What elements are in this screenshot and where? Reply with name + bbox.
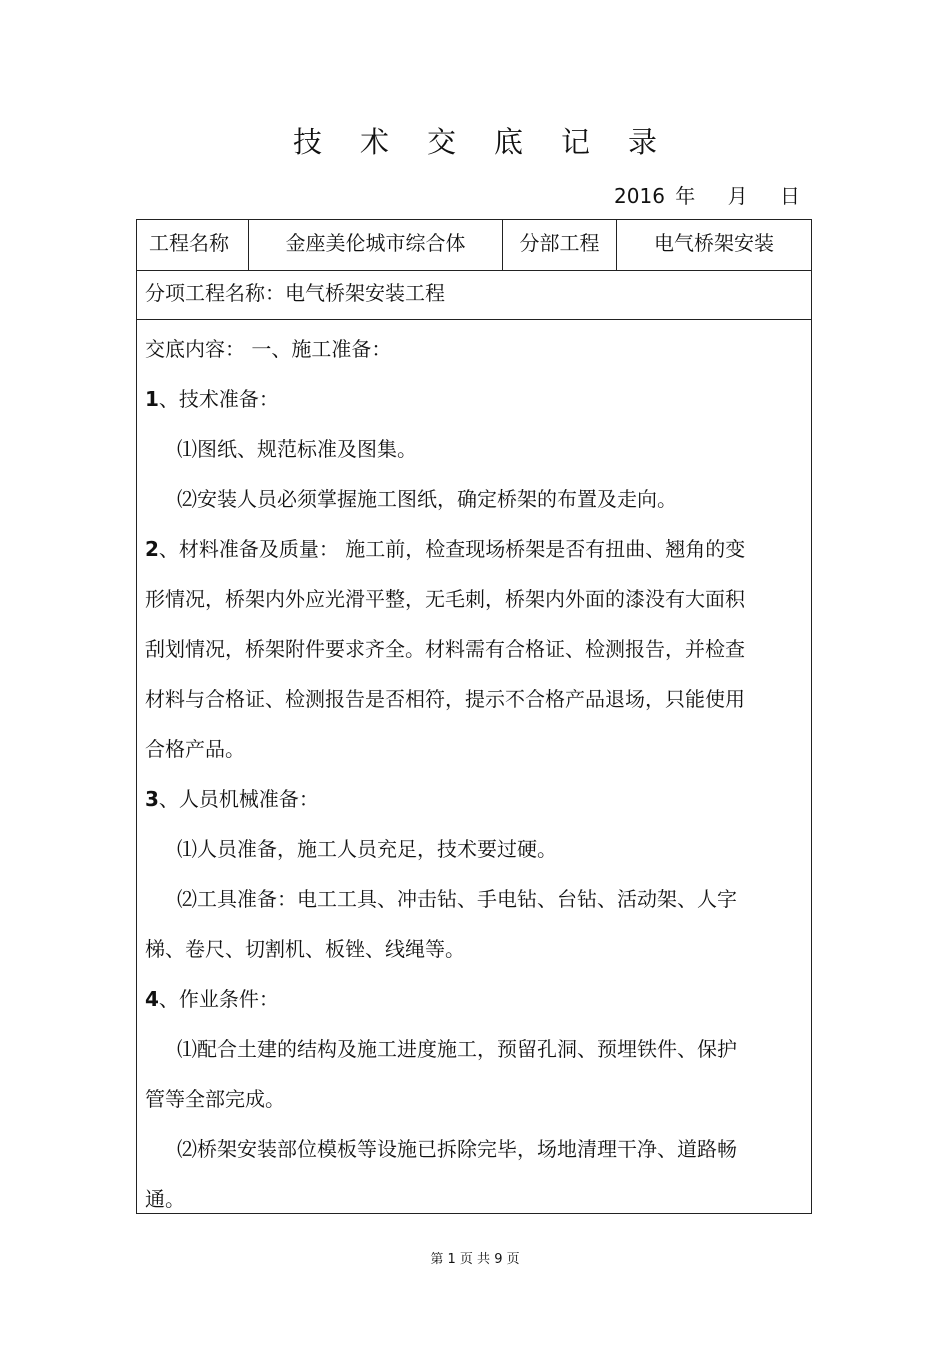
content-line: 交底内容： 一、施工准备： bbox=[145, 337, 392, 361]
title-char: 术 bbox=[359, 125, 389, 159]
content-line: ⑴图纸、规范标准及图集。 bbox=[177, 437, 417, 461]
section-number: 4 bbox=[145, 987, 159, 1011]
content-line: 通。 bbox=[145, 1187, 185, 1211]
title-char: 底 bbox=[494, 125, 524, 159]
title-char: 技 bbox=[292, 125, 322, 159]
content-line: 形情况，桥架内外应光滑平整，无毛刺，桥架内外面的漆没有大面积 bbox=[145, 587, 745, 611]
content-line: ⑴人员准备，施工人员充足，技术要过硬。 bbox=[177, 837, 557, 861]
content-line: ⑴配合土建的结构及施工进度施工，预留孔洞、预埋铁件、保护 bbox=[177, 1037, 737, 1061]
date-month-unit: 月 bbox=[727, 184, 748, 208]
title-char: 录 bbox=[628, 125, 658, 159]
content-line: 合格产品。 bbox=[145, 737, 245, 761]
content-line: 管等全部完成。 bbox=[145, 1087, 285, 1111]
section-heading bbox=[145, 383, 279, 412]
content-line: ⑵工具准备：电工工具、冲击钻、手电钻、台钻、活动架、人字 bbox=[177, 887, 737, 911]
subproject-label: 分部工程 bbox=[503, 220, 617, 270]
section-heading bbox=[145, 983, 279, 1012]
header-row bbox=[137, 220, 811, 271]
title-char: 记 bbox=[561, 125, 591, 159]
project-name-label: 工程名称 bbox=[137, 220, 249, 270]
content-line: 梯、卷尺、切割机、板锉、线绳等。 bbox=[145, 937, 465, 961]
content-line: ⑵桥架安装部位模板等设施已拆除完毕，场地清理干净、道路畅 bbox=[177, 1137, 737, 1161]
section-number: 1 bbox=[145, 387, 159, 411]
date-day-unit: 日 bbox=[780, 184, 800, 208]
section-title: 、作业条件： bbox=[158, 987, 279, 1011]
subproject-value: 电气桥架安装 bbox=[654, 231, 774, 255]
page-footer: 第 1 页 共 9 页 bbox=[430, 1252, 520, 1267]
section-title: 、材料准备及质量： 施工前，检查现场桥架是否有扭曲、翘角的变 bbox=[158, 537, 746, 561]
content-line: ⑵安装人员必须掌握施工图纸，确定桥架的布置及走向。 bbox=[177, 487, 677, 511]
section-number: 3 bbox=[145, 787, 159, 811]
document-title bbox=[0, 120, 950, 161]
section-heading bbox=[145, 783, 319, 812]
date-year: 2016 bbox=[614, 184, 665, 208]
content-line: 材料与合格证、检测报告是否相符，提示不合格产品退场，只能使用 bbox=[145, 687, 745, 711]
item-name-row: 分项工程名称：电气桥架安装工程 bbox=[137, 270, 811, 320]
section-heading bbox=[145, 533, 745, 562]
content-line: 刮划情况，桥架附件要求齐全。材料需有合格证、检测报告，并检查 bbox=[145, 637, 745, 661]
title-char: 交 bbox=[426, 125, 456, 159]
section-number: 2 bbox=[145, 537, 159, 561]
section-title: 、人员机械准备： bbox=[158, 787, 319, 811]
section-title: 、技术准备： bbox=[158, 387, 279, 411]
date-line bbox=[610, 180, 800, 209]
disclosure-table bbox=[136, 219, 812, 1214]
date-year-unit: 年 bbox=[675, 184, 696, 208]
project-name-value: 金座美伦城市综合体 bbox=[249, 220, 503, 270]
